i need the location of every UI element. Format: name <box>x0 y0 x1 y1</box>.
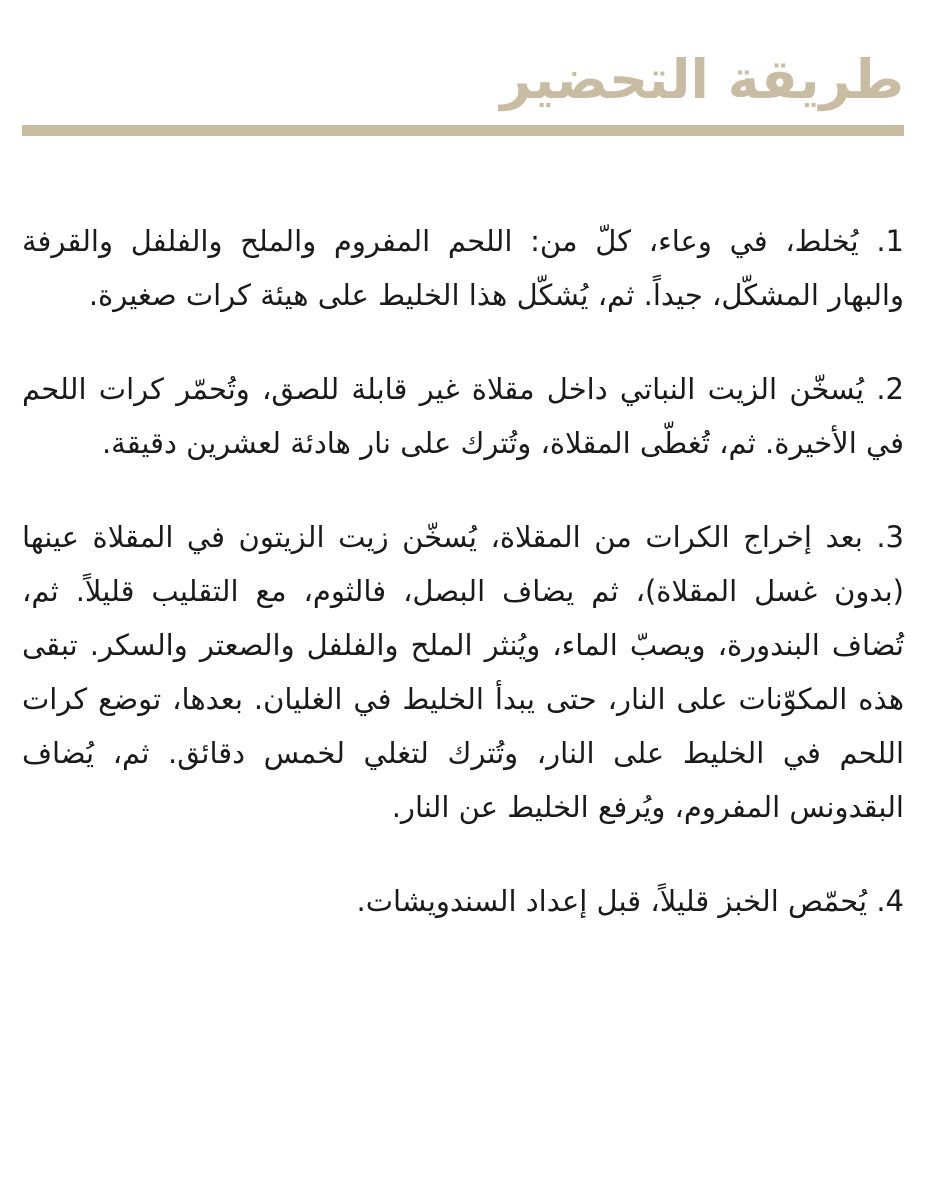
step-4: 4. يُحمّص الخبز قليلاً، قبل إعداد السندويشات. <box>356 884 904 918</box>
step-3: 3. بعد إخراج الكرات من المقلاة، يُسخّن زيت الزيتون في المقلاة عينها (بدون غسل المقلاة)، ثم يضاف البصل، فالثوم، مع التقليب قليلاً. ثم، تُضاف البندورة، ويصبّ الماء، ويُنثر الملح والفلفل والصعتر والسكر. تبقى هذه المكوّنات على النار، حتى يبدأ الخليط في الغليان. بعدها، توضع كرات اللحم في الخليط على النار، وتُترك لتغلي لخمس دقائق. ثم، يُضاف البقدونس المفروم، ويُرفع الخليط عن النار. <box>22 520 904 824</box>
step-1: 1. يُخلط، في وعاء، كلّ من: اللحم المفروم والملح والفلفل والقرفة والبهار المشكّل، جيداً. ثم، يُشكّل هذا الخليط على هيئة كرات صغيرة. <box>22 224 904 312</box>
page-title: طريقة التحضير <box>500 48 904 111</box>
recipe-page <box>22 0 904 1200</box>
title-divider <box>22 125 904 136</box>
steps-list <box>22 214 904 968</box>
step-2: 2. يُسخّن الزيت النباتي داخل مقلاة غير قابلة للصق، وتُحمّر كرات اللحم في الأخيرة. ثم، تُغطّى المقلاة، وتُترك على نار هادئة لعشرين دقيقة. <box>22 372 904 460</box>
